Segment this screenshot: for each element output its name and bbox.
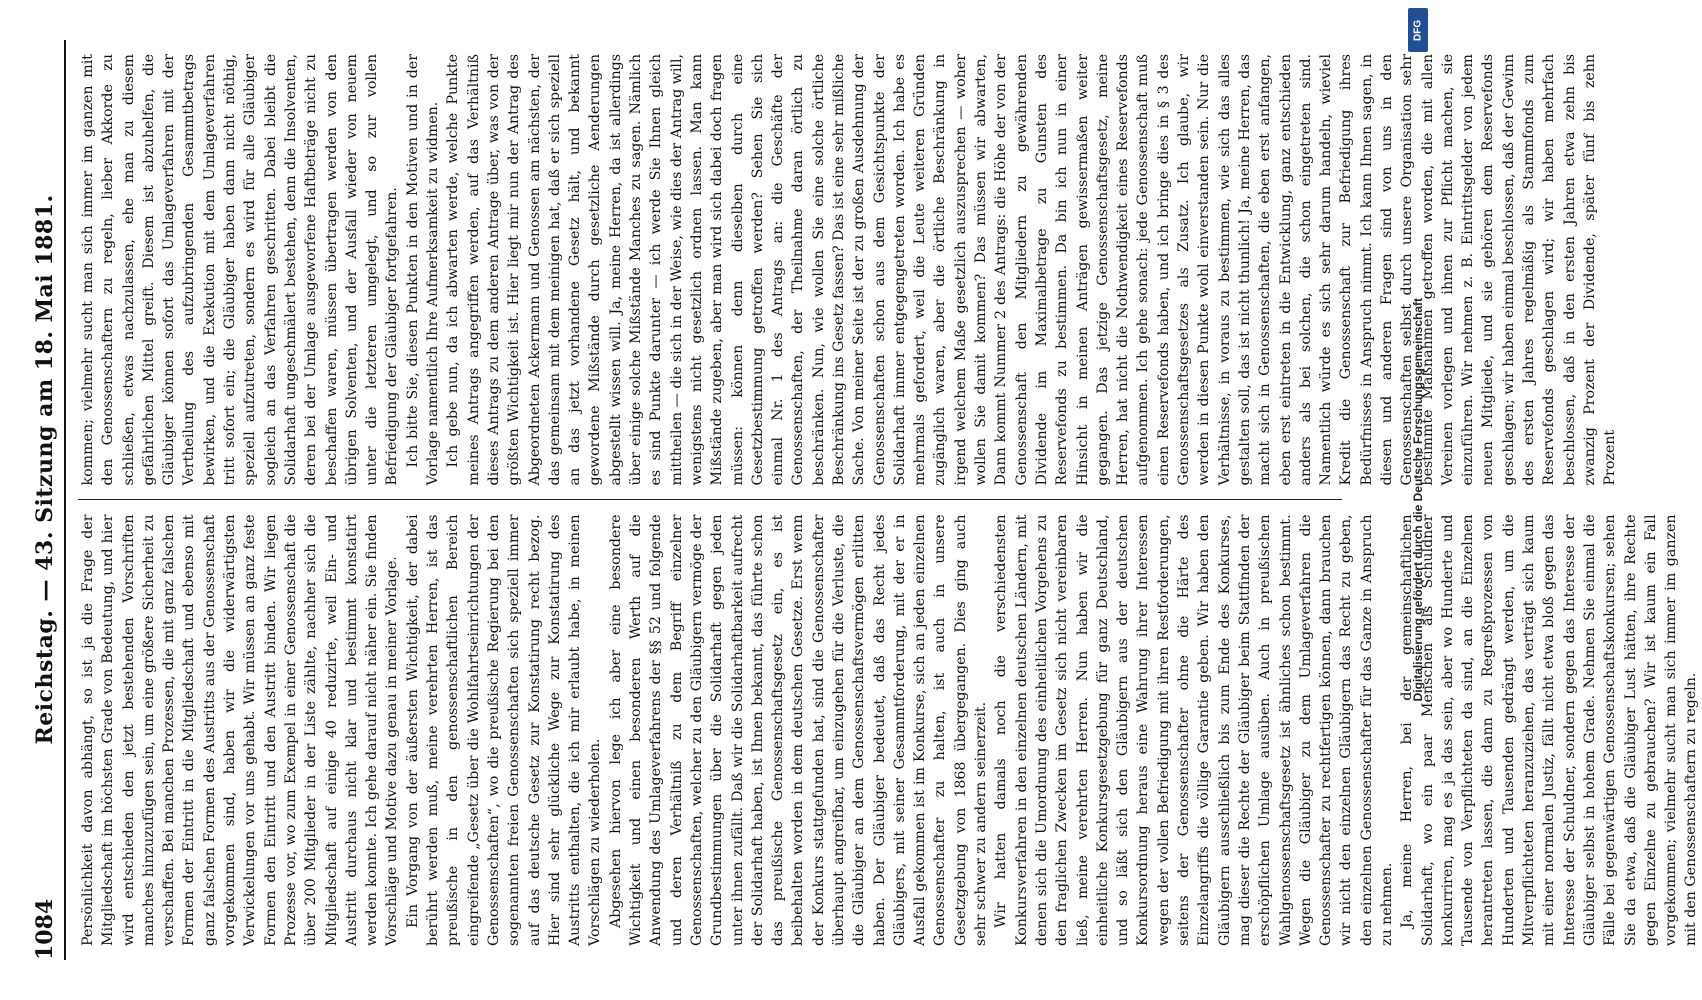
session-date: — 43. Sitzung am 18. Mai 1881.: [32, 194, 58, 602]
paragraph: Ich gebe nun, da ich abwarten werde, welche Punkte meines Antrags angegriffen werden, auf das Verhältniß dieses Antrags zu dem anderen Antrage über, was von der größten Wichtigkeit ist. Hier liegt mir nun der Antrag des Abgeordneten Ackermann und Genossen am nächsten, der das gemeinsam mit dem meinigen hat, daß er sich speziell an das jetzt vorhandene Gesetz hält, und bekannt gewordene Mißstände durch gesetzliche Aenderungen abgestellt wissen will. Ja, meine Herren, da ist allerdings über einige solche Mißstände Manches zu sagen. Nämlich es sind Punkte darunter — ich werde Sie Ihnen gleich mittheilen — die sich in der Weise, wie dies der Antrag will, wenigstens nicht gesetzlich ordnen lassen. Man kann Mißstände zugeben, aber man wird sich dabei doch fragen müssen: können denn dieselben durch eine Gesetzbestimmung getroffen werden? Sehen Sie sich einmal Nr. 1 des Antrags an: die Geschäfte der Genossenschaften, der Theilnahme daran örtlich zu beschränken. Nun, wie wollen Sie eine solche örtliche Beschränkung ins Gesetz fassen? Das ist eine sehr mißliche Sache. Von meiner Seite ist der zu großen Ausdehnung der Genossenschaften schon aus dem Gesichtspunkte der Solidarhaft immer entgegengetreten worden. Ich habe es mehrmals gefordert, weil die Leute weiteren Gründen zugänglich waren, aber die örtliche Beschränkung in irgend welchem Maße gesetzlich auszusprechen — woher wollen Sie damit kommen? Das müssen wir abwarten, Dann kommt Nummer 2 des Antrags: die Höhe der von der Genossenschaft den Mitgliedern zu gewährenden Dividende im Maximalbetrage zu Gunsten des Reservefonds zu bestimmen. Da bin ich nun in einer Hinsicht in meinen Anträgen gewissermaßen weiter gegangen. Das jetzige Genossenschaftsgesetz, meine Herren, hat nicht die Nothwendigkeit eines Reservefonds aufgenommen. Ich gehe sonach: jede Genossenschaft muß einen Reservefonds haben, und ich bringe dies in § 3 des Genossenschaftsgesetzes als Zusatz. Ich glaube, wir werden in diesen Punkte wohl einverstanden sein. Nur die Verhältnisse, in voraus zu bestimmen, wie sich das alles gestalten soll, das ist nicht thunlich! Ja, meine Herren, das macht sich in Genossenschaften, die eben erst anfangen, eben erst eintreten in die Entwicklung, ganz entschieden anders als bei solchen, die schon eingetreten sind. Namentlich würde es sich sehr darum handeln, wieviel Kredit die Genossenschaft zur Befriedigung ihres Bedürfnisses in Anspruch nimmt. Ich kann Ihnen sagen, in diesen und anderen Fragen sind von uns in den Genossenschaften selbst durch unsere Organisation sehr bestimmte Maßnahmen getroffen worden, die mit allen Vereinen vorlegen und ihnen zur Pflicht machen, sie einzuführen. Wir nehmen z. B. Eintrittsgelder von jedem neuen Mitgliede, und sie gehören dem Reservefonds geschlagen; wir haben einmal beschlossen, daß der Gewinn des ersten Jahres regelmäßig als Stammfonds zum Reservefonds geschlagen wird; wir haben mehrfach beschlossen, daß in den ersten Jahren etwa zehn bis zwanzig Prozent der Dividende, später fünf bis zehn Prozent: [445, 54, 1619, 486]
paragraph: Persönlichkeit davon abhängt, so ist ja die Frage der Mitgliedschaft im höchsten Grade von Bedeutung, und hier wird entschieden den jetzt bestehenden Vorschriften manches hinzuzufügen sein, um eine größere Sicherheit zu verschaffen. Bei manchen Prozessen, die mit ganz falschen Formen der Eintritt in die Mitgliedschaft und ebenso mit ganz falschen Formen des Austritts aus der Genossenschaft vorgekommen sind, haben wir die widerwärtigsten Verwickelungen vor uns gehabt. Wir müssen an ganz feste Formen den Eintritt und den Austritt binden. Wir liegen Prozesse vor, wo zum Exempel in einer Genossenschaft die über 200 Mitglieder in der Liste zählte, nachher sich die Mitgliedschaft auf einige 40 reduzirte, weil Ein- und Austritt durchaus nicht klar und bestimmt konstatirt werden konnte. Ich gehe darauf nicht näher ein. Sie finden Vorschläge und Motive dazu genau in meiner Vorlage.: [80, 514, 401, 946]
paragraph: Abgesehen hiervon lege ich aber eine besondere Wichtigkeit und einen besonderen Werth auf die Anwendung des Umlageverfahrens der §§ 52 und folgende und deren Verhältniß zu dem Begriff einzelner Genossenschaften, welcher zu den Gläubigern vermöge der Grundbestimmungen über die Solidarhaft gegen jeden unter ihnen zufällt. Daß wir die Solidarhaftbarkeit aufrecht der Solidarhaft haben, ist Ihnen bekannt, das führte schon das preußische Genossenschaftsgesetz ein, es ist beibehalten worden in dem deutschen Gesetze. Erst wenn der Konkurs stattgefunden hat, sind die Genossenschafter überhaupt angreifbar, um einzugehen für die Verluste, die die Gläubiger an dem Genossenschaftsvermögen erlitten haben. Der Gläubiger bedeutet, daß das Recht jedes Gläubigers, mit seiner Gesammtforderung, mit der er in Ausfall gekommen ist im Konkurse, sich an jeden einzelnen Genossenschafter zu halten, ist auch in unsere Gesetzgebung von 1868 übergegangen. Dies ging auch sehr schwer zu andern seinerzeit.: [607, 514, 990, 946]
paragraph: Ein Vorgang von der äußersten Wichtigkeit, der dabei berührt werden muß, meine verehrten Herren, ist das preußische in den genossenschaftlichen Bereich eingreifende „Gesetz über die Wohlfahrtseinrichtungen der Genossenschaften“, wo die preußische Regierung bei den sogenannten freien Genossenschaften sich speziell immer auf das deutsche Gesetz zur Konstatirung recht bezog. Hier sind sehr glückliche Wege zur Konstatirung des Austritts enthalten, die ich mir erlaubt habe, in meinen Vorschlägen zu wiederholen.: [404, 514, 604, 946]
paragraph: kommen; vielmehr sucht man sich immer im ganzen mit den Genossenschaftern zu regeln, lieber Akkorde zu schließen, etwas nachzulassen, ehe man zu diesem gefährlichen Mittel greift. Diesem ist abzuhelfen, die Gläubiger können sofort das Umlageverfahren mit der Vertheilung des aufzubringenden Gesammtbetrags bewirken, und die Exekution mit dem Umlageverfahren tritt sofort ein; die Gläubiger haben dann nicht nöthig, speziell aufzutreten, sondern es wird für alle Gläubiger sogleich an das Verfahren geschritten. Dabei bleibt die Solidarhaft ungeschmälert bestehen, denn die Insolventen, deren bei der Umlage ausgeworfene Haftbeträge nicht zu beschaffen waren, müssen übertragen werden von den übrigen Solventen, und der Ausfall wieder von neuem unter die letzteren umgelegt, und so zur vollen Befriedigung der Gläubiger fortgefahren.: [80, 54, 401, 486]
credit-text: Digitalisierung gefördert durch die Deutsche Forschungsgemeinschaft: [1411, 298, 1425, 702]
paragraph: Ja, meine Herren, bei der gemeinschaftlichen Solidarhaft, wo ein paar Menschen als Schuldner konkurriren, mag es ja das sein, aber wo Hunderte und Tausende von Verpflichteten da sind, an die Einzelnen herantreten lassen, die dann zu Regreßprozessen von Hunderten und Tausenden gedrängt werden, um die Mitverpflichteten heranzuziehen, das verträgt sich kaum mit einer normalen Justiz, fällt nicht etwa bloß gegen das Interesse der Schuldner, sondern gegen das Interesse der Gläubiger selbst in hohem Grade. Nehmen Sie einmal die Fälle bei gegenwärtigen Genossenschaftskonkursen; sehen Sie da etwa, daß die Gläubiger Lust hätten, ihre Rechte gegen Einzelne zu gebrauchen? Wir ist kaum ein Fall vorgekommen; vielmehr sucht man sich immer im ganzen mit den Genossenschaftern zu regeln.: [1399, 514, 1700, 946]
page-number: 1084: [32, 898, 58, 960]
digitization-credit: [1404, 0, 1432, 1000]
paragraph: Wir hatten damals noch die verschiedensten Konkursverfahren in den einzelnen deutschen Ländern, mit denen sich die Umordnung des einheitlichen Vorgehens zu den fraglichen Zwecken im Gesetz sich nicht vereinbaren ließ, meine verehrten Herren. Nun haben wir die einheitliche Konkursgesetzgebung für ganz Deutschland, und so läßt sich den Gläubigern aus der deutschen Konkursordnung heraus eine Wahrung ihrer Interessen wegen der vollen Befriedigung mit ihren Restforderungen, seitens der Genossenschafter ohne die Härte des Einzelangriffs die völlige Garantie geben. Wir haben den Gläubigern ausschließlich bis zum Ende des Konkurses, mag dieser die Rechte der Gläubiger beim Stattfinden der erschöpflichen Umlage ausüben. Auch in preußischen Wahlgenossenschaftsgesetz ist ähnliches schon bestimmt. Wegen die Gläubiger zu dem Umlageverfahren die Genossenschafter zu rechtfertigen können, dann brauchen wir nicht den einzelnen Gläubigern das Recht zu geben, den einzelnen Genossenschafter für das Ganze in Anspruch zu nehmen.: [993, 514, 1395, 946]
dfg-logo-icon: DFG: [1408, 8, 1428, 52]
column-left: [78, 501, 1700, 961]
page-title: [32, 194, 58, 744]
paragraph: Ich bitte Sie, diesen Punkten in den Motiven und in der Vorlage namentlich Ihre Aufmerksamkeit zu widmen.: [404, 54, 442, 486]
page-header: [20, 40, 66, 960]
source-name: Reichstag.: [32, 609, 58, 745]
